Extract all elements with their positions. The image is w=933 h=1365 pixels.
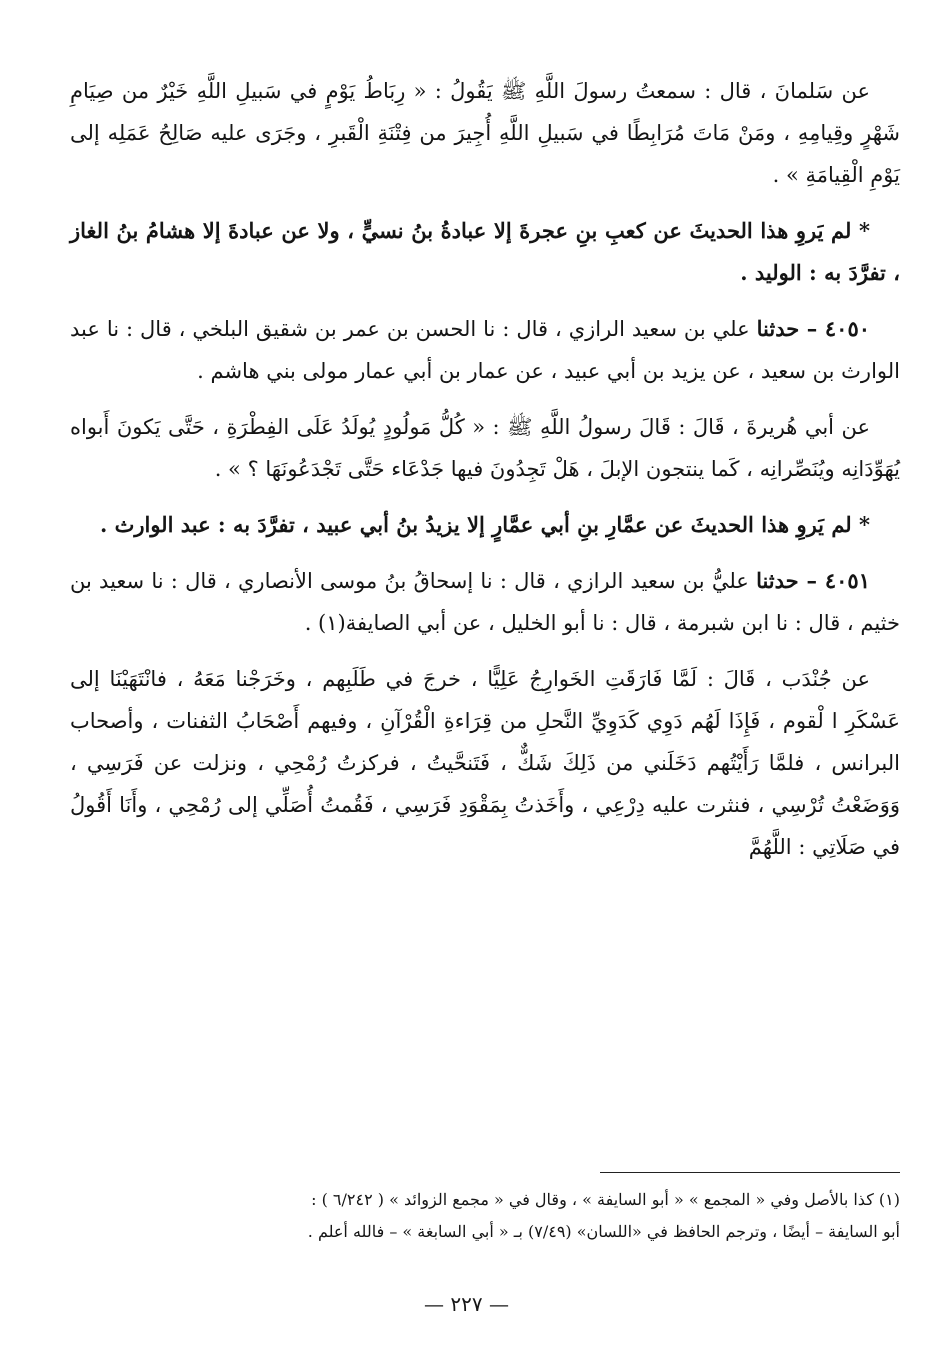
hadith-4051-chain: ٤٠٥١ – حدثنا عليُّ بن سعيد الرازي ، قال : نا إسحاقُ بنُ موسى الأنصاري ، قال : نا سعيد بن خثيم ، قال : نا ابن شبرمة ، قال : نا أبو الخليل ، عن أبي الصايفة(١) .	[70, 568, 900, 635]
hadith-number: ٤٠٥٠	[824, 316, 871, 341]
hadith-4050-chain: ٤٠٥٠ – حدثنا علي بن سعيد الرازي ، قال : نا الحسن بن عمر بن شقيق البلخي ، قال : نا عبد الوارث بن سعيد ، عن يزيد بن أبي عبيد ، عن عمار بن أبي عمار مولى بني هاشم .	[70, 316, 900, 383]
hadith-number: ٤٠٥١	[824, 568, 870, 593]
paragraph-7	[70, 658, 900, 868]
paragraph-text: لم يَروِ هذا الحديثَ عن كعبِ بنِ عجرةَ إلا عبادةُ بنُ نسيٍّ ، ولا عن عبادةَ إلا هشامُ بنُ الغاز ، تفرَّدَ به : الوليد .	[70, 218, 900, 285]
paragraph-text: علي بن سعيد الرازي ، قال : نا الحسن بن عمر بن شقيق البلخي ، قال : نا عبد الوارث بن سعيد ، عن يزيد بن أبي عبيد ، عن عمار بن أبي عمار مولى بني هاشم .	[70, 317, 900, 383]
star-marker: *	[859, 512, 870, 537]
page-number: — ٢٢٧ —	[424, 1292, 509, 1316]
footnote-divider	[600, 1172, 900, 1173]
hadith-lead: حدثنا	[756, 316, 800, 341]
paragraph-text: عن سَلمانَ ، قال : سمعتُ رسولَ اللَّهِ ﷺ يَقُولُ : « رِبَاطُ يَوْمٍ في سَبيلِ اللَّهِ خَيْرٌ من صِيَامِ شَهْرٍ وقِيامِهِ ، ومَنْ مَاتَ مُرَابِطًا في سَبيلِ اللَّهِ أُجِيرَ من فِتْنَةِ الْقَبرِ ، وجَرَى عليه صَالِحُ عَمَلِه إلى يَوْمِ الْقِيامَةِ » .	[70, 79, 900, 187]
paragraph-text: لم يَروِ هذا الحديثَ عن عمَّارِ بنِ أبي عمَّارٍ إلا يزيدُ بنُ أبي عبيد ، تفرَّدَ به : عبد الوارث .	[99, 512, 852, 537]
paragraph-text: عن جُنْدَب ، قَالَ : لَمَّا فَارَقَتِ الخَوارِجُ عَلِيًّا ، خرجَ في طَلَبِهم ، وخَرَجْنا مَعَهُ ، فانْتَهَيْنَا إلى عَسْكَرِ ا لْقوم ، فَإِذَا لَهُم دَوِي كَدَوِيِّ النَّحلِ من قِرَاءةِ الْقُرْآنِ ، وفيهم أَصْحَابُ الثفنات ، وأصحاب البرانس ، فلمَّا رَأَيْتُهم دَخَلَني من ذَلِكَ شَكٌّ ، فَتَنحَّيتُ ، فركزتُ رُمْحِي ، ونزلت عن فَرَسِي ، وَوَضَعْتُ تُرْسِي ، فنثرت عليه دِرْعِي ، وأَخَذتُ بِمَقْوَدِ فَرَسِي ، فَقُمتُ أُصَلِّي إلى رُمْحِي ، وأَنَا أَقُولُ في صَلَاتِي : اللَّهُمَّ	[70, 667, 900, 859]
footnote-line-1: (١) كذا بالأصل وفي « المجمع » « أبو السايفة » ، وقال في « مجمع الزوائد » ( ٦/٢٤٢ ) :	[311, 1190, 900, 1209]
footnotes	[70, 1184, 900, 1248]
paragraph-2-note	[70, 210, 900, 294]
paragraph-4	[70, 406, 900, 490]
footnote-line-2: أبو السايفة – أيضًا ، وترجم الحافظ في «اللسان» (٧/٤٩) بـ « أبي السابغة » – فالله أعلم .	[307, 1222, 900, 1241]
paragraph-1	[70, 70, 900, 196]
paragraph-text: عن أبي هُريرةَ ، قَالَ : قَالَ رسولُ اللَّهِ ﷺ : « كُلُّ مَولُودٍ يُولَدُ عَلَى الفِطْرَةِ ، حَتَّى يَكونَ أَبواه يُهَوِّدَانِه ويُنَصِّرانِه ، كَما ينتجون الإبلَ ، هَلْ تَجِدُونَ فيها جَدْعَاء حَتَّى تَجْدَعُونَهَا ؟ » .	[70, 415, 900, 481]
page-body	[70, 70, 900, 882]
star-marker: *	[859, 218, 871, 243]
paragraph-text: عليُّ بن سعيد الرازي ، قال : نا إسحاقُ بنُ موسى الأنصاري ، قال : نا سعيد بن خثيم ، قال : نا ابن شبرمة ، قال : نا أبو الخليل ، عن أبي الصايفة(١) .	[70, 569, 900, 635]
hadith-lead: حدثنا	[756, 568, 799, 593]
paragraph-5-note	[70, 504, 900, 546]
